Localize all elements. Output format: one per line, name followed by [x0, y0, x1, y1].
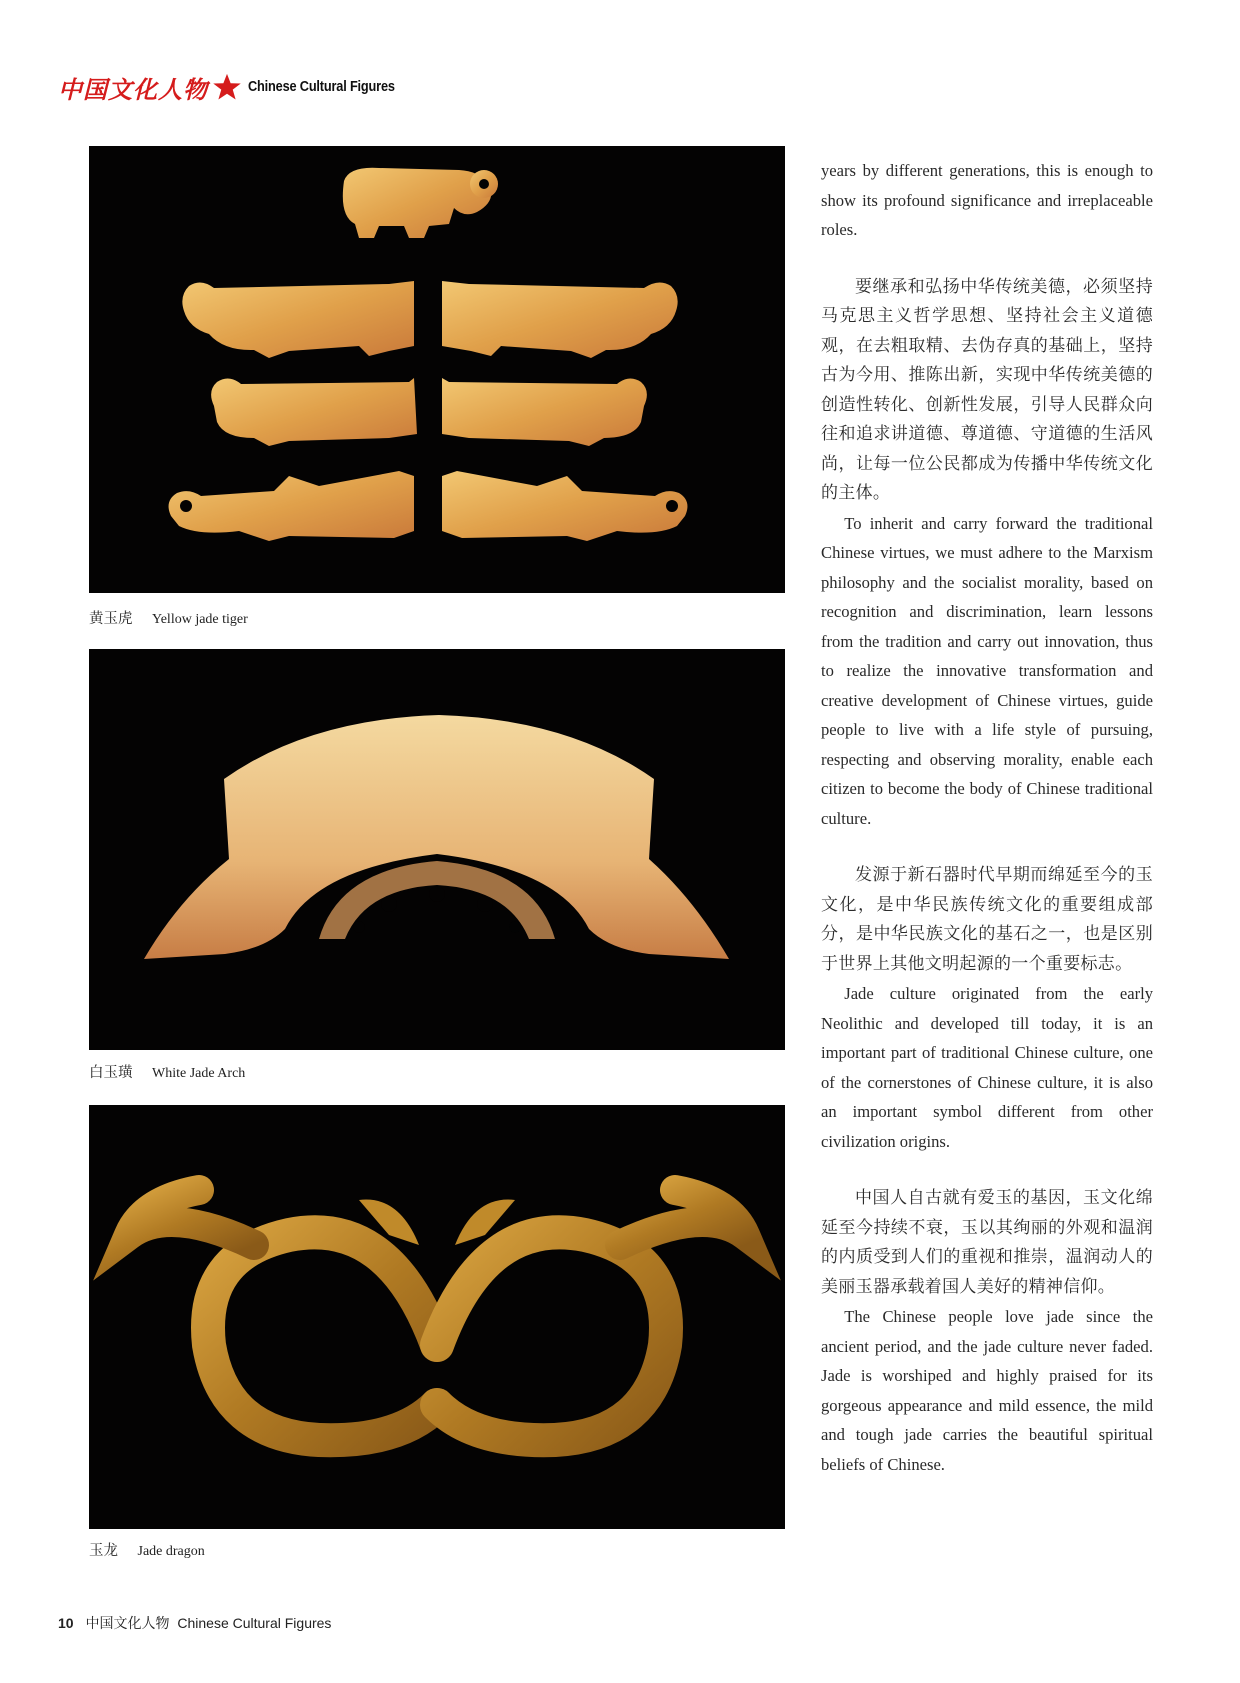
- paragraph-en-3: Jade culture originated from the early Neolithic and developed till today, it is an important part of traditional Chinese culture, one of the cornerstones of Chinese culture, it is also an important symbol different from other civilization origins.: [821, 984, 1153, 1151]
- footer-title-en: Chinese Cultural Figures: [177, 1615, 332, 1631]
- jade-arch-image: [89, 649, 785, 1050]
- page-number: 10: [58, 1615, 74, 1631]
- figure-caption-1: [89, 607, 248, 628]
- figure-caption-2: [89, 1061, 245, 1082]
- caption-en: White Jade Arch: [152, 1066, 246, 1081]
- figure-caption-3: [89, 1539, 205, 1560]
- footer-title-cn: 中国文化人物: [85, 1616, 170, 1632]
- paragraph-en-1: years by different generations, this is enough to show its profound significance and irreplaceable roles.: [821, 161, 1153, 239]
- paragraph-en-4: The Chinese people love jade since the ancient period, and the jade culture never faded. Jade is worshiped and highly praised for its gorgeous appearance and mild essence, the mild and tough jade carries the beautiful spiritual beliefs of Chinese.: [821, 1307, 1153, 1474]
- magazine-header: [58, 70, 415, 104]
- paragraph-en-2: To inherit and carry forward the traditional Chinese virtues, we must adhere to the Marxism philosophy and the socialist morality, based on recognition and discrimination, learn lessons from the tradition and carry out innovation, thus to realize the innovative transformation and creative development of Chinese virtues, guide people to live with a life style of pursuing, respecting and observing morality, enable each citizen to become the body of Chinese traditional culture.: [821, 513, 1153, 828]
- caption-cn: 黄玉虎: [89, 611, 133, 627]
- paragraph-cn-3: 发源于新石器时代早期而绵延至今的玉文化，是中华民族传统文化的重要组成部分，是中华民族文化的基石之一，也是区别于世界上其他文明起源的一个重要标志。: [821, 865, 1153, 974]
- jade-dragon-image: [89, 1105, 785, 1529]
- caption-en: Yellow jade tiger: [152, 612, 248, 627]
- caption-cn: 玉龙: [89, 1543, 118, 1559]
- paragraph-cn-4: 中国人自古就有爱玉的基因，玉文化绵延至今持续不衰，玉以其绚丽的外观和温润的内质受到人们的重视和推崇，温润动人的美丽玉器承载着国人美好的精神信仰。: [821, 1188, 1153, 1297]
- caption-cn: 白玉璜: [89, 1065, 133, 1081]
- page-footer: [58, 1613, 331, 1633]
- red-star-icon: [212, 72, 242, 102]
- paragraph-cn-2: 要继承和弘扬中华传统美德，必须坚持马克思主义哲学思想、坚持社会主义道德观，在去粗取精、去伪存真的基础上，坚持古为今用、推陈出新，实现中华传统美德的创造性转化、创新性发展，引导人民群众向往和追求讲道德、尊道德、守道德的生活风尚，让每一位公民都成为传播中华传统文化的主体。: [821, 276, 1153, 503]
- magazine-logo-en: Chinese Cultural Figures: [248, 79, 395, 95]
- jade-tiger-pendants-image: [89, 146, 785, 593]
- magazine-logo-cn: 中国文化人物: [58, 74, 208, 104]
- article-body: [821, 156, 1153, 1479]
- caption-en: Jade dragon: [137, 1544, 205, 1559]
